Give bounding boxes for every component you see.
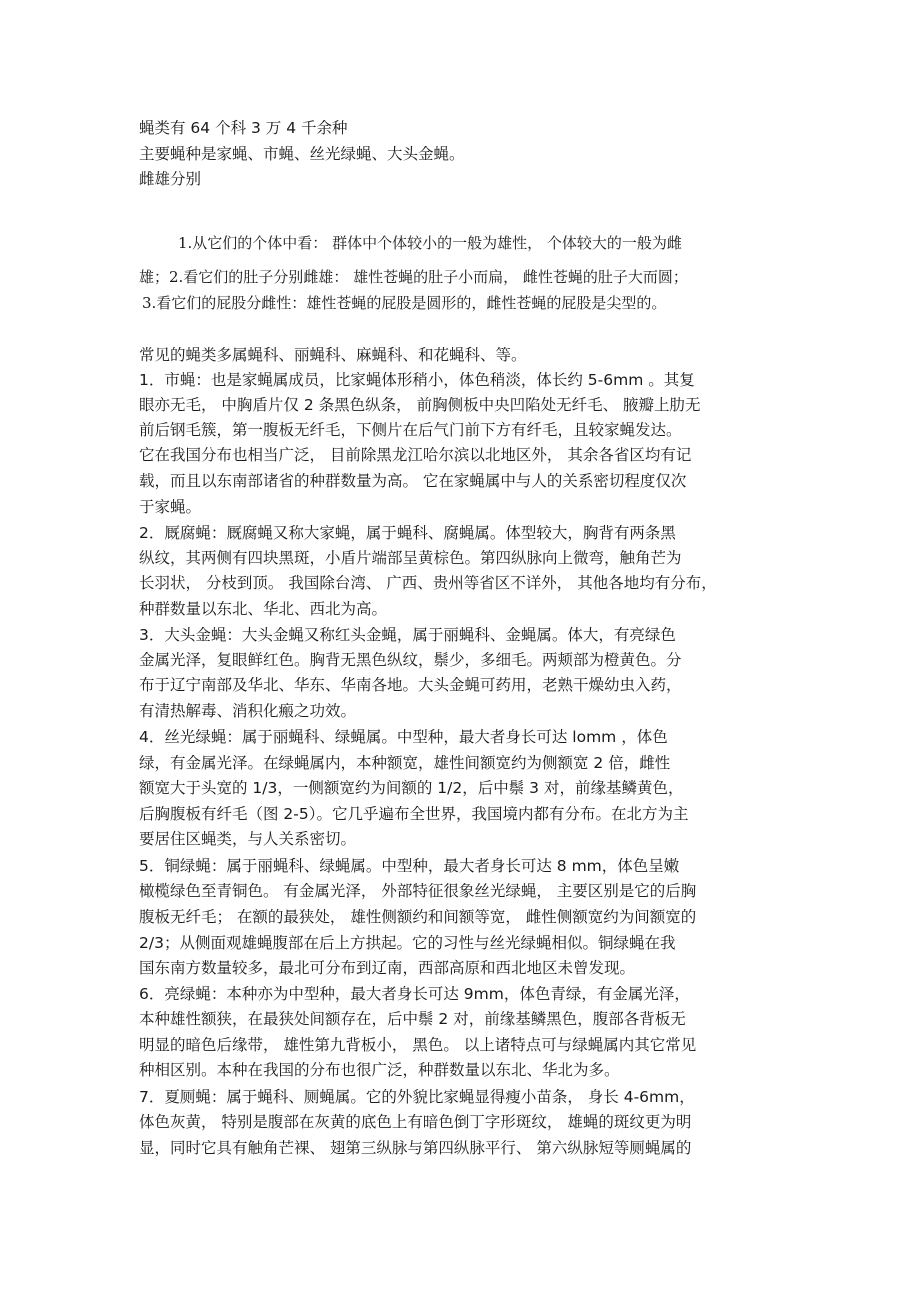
species-6-line: 6．亮绿蝇：本种亦为中型种，最大者身长可达 9mm，体色青绿，有金属光泽， [139,985,690,1003]
species-6-line: 明显的暗色后缘带， 雄性第九背板小， 黑色。 以上诸特点可与绿蝇属内其它常见 [139,1036,697,1054]
species-7-line: 7．夏厕蝇：属于蝇科、厕蝇属。它的外貌比家蝇显得瘦小苗条， 身长 4-6mm， [139,1088,695,1106]
species-1-line: 于家蝇。 [139,498,202,516]
summary-line-main-species: 主要蝇种是家蝇、市蝇、丝光绿蝇、大头金蝇。 [139,145,465,163]
species-5-line: 腹板无纤毛； 在额的最狭处， 雄性侧额约和间额等宽， 雌性侧额宽约为间额宽的 [139,908,697,926]
species-3-line: 金属光泽，复眼鲜红色。胸背无黑色纵纹，鬃少，多细毛。两颊部为橙黄色。分 [139,651,682,669]
species-4-line: 后胸腹板有纤毛（图 2-5）。它几乎遍布全世界，我国境内都有分布。在北方为主 [139,805,689,823]
species-5-line: 5．铜绿蝇：属于丽蝇科、绿蝇属。中型种，最大者身长可达 8 mm，体色呈嫩 [139,857,680,875]
species-2-line: 2．厩腐蝇：厩腐蝇又称大家蝇，属于蝇科、腐蝇属。体型较大，胸背有两条黑 [139,524,676,542]
species-4-line: 绿，有金属光泽。在绿蝇属内，本种额宽，雄性间额宽约为侧额宽 2 倍，雌性 [139,754,671,772]
species-7-line: 体色灰黄， 特别是腹部在灰黄的底色上有暗色倒丁字形斑纹， 雄蝇的斑纹更为明 [139,1113,692,1131]
intro-line: 常见的蝇类多属蝇科、丽蝇科、麻蝇科、和花蝇科、等。 [139,346,527,364]
species-2-line: 长羽状， 分枝到顶。 我国除台湾、 广西、贵州等省区不详外， 其他各地均有分布， [139,574,717,592]
species-1-line: 1．市蝇：也是家蝇属成员，比家蝇体形稍小，体色稍淡，体长约 5-6mm 。其复 [139,371,695,389]
species-2-line: 种群数量以东北、华北、西北为高。 [139,600,388,618]
species-2-line: 纵纹，其两侧有四块黑斑，小盾片端部呈黄棕色。第四纵脉向上微弯，触角芒为 [139,549,682,567]
sexing-paragraph-line: 雄；2.看它们的肚子分别雌雄： 雄性苍蝇的肚子小而扁， 雌性苍蝇的肚子大而圆； [139,268,688,286]
species-6-line: 种相区别。本种在我国的分布也很广泛，种群数量以东北、华北为多。 [139,1061,620,1079]
sexing-paragraph-line: 1.从它们的个体中看： 群体中个体较小的一般为雄性， 个体较大的一般为雌 [178,234,682,252]
species-1-line: 眼亦无毛， 中胸盾片仅 2 条黑色纵条， 前胸侧板中央凹陷处无纤毛、 腋瓣上肋无 [139,396,701,414]
species-4-line: 额宽大于头宽的 1/3，一侧额宽约为间额的 1/2，后中鬃 3 对，前缘基鳞黄色， [139,779,684,797]
species-3-line: 布于辽宁南部及华北、华东、华南各地。大头金蝇可药用，老熟干燥幼虫入药， [139,676,682,694]
species-6-line: 本种雄性额狭，在最狭处间额存在，后中鬃 2 对，前缘基鳞黑色，腹部各背板无 [139,1010,686,1028]
sexing-paragraph-line: 3.看它们的屁股分雌性：雄性苍蝇的屁股是圆形的，雌性苍蝇的屁股是尖型的。 [142,294,667,312]
species-5-line: 国东南方数量较多，最北可分布到辽南，西部高原和西北地区未曾发现。 [139,959,636,977]
species-5-line: 2/3；从侧面观雄蝇腹部在后上方拱起。它的习性与丝光绿蝇相似。铜绿蝇在我 [139,934,676,952]
section-heading-sexing: 雌雄分别 [139,170,202,188]
species-4-line: 4．丝光绿蝇：属于丽蝇科、绿蝇属。中型种，最大者身长可达 lomm ，体色 [139,728,668,746]
species-5-line: 橄榄绿色至青铜色。 有金属光泽， 外部特征很象丝光绿蝇， 主要区别是它的后胸 [139,882,697,900]
species-3-line: 有清热解毒、消积化瘢之功效。 [139,702,357,720]
species-1-line: 载，而且以东南部诸省的种群数量为高。 它在家蝇属中与人的关系密切程度仅次 [139,472,687,490]
species-1-line: 前后钢毛簇，第一腹板无纤毛，下侧片在后气门前下方有纤毛，且较家蝇发达。 [139,421,682,439]
species-3-line: 3．大头金蝇：大头金蝇又称红头金蝇，属于丽蝇科、金蝇属。体大，有亮绿色 [139,626,676,644]
species-1-line: 它在我国分布也相当广泛， 目前除黑龙江哈尔滨以北地区外， 其余各省区均有记 [139,446,692,464]
summary-line-families: 蝇类有 64 个科 3 万 4 千余种 [139,119,348,137]
species-4-line: 要居住区蝇类，与人关系密切。 [139,830,357,848]
species-7-line: 显，同时它具有触角芒裸、 翅第三纵脉与第四纵脉平行、 第六纵脉短等厕蝇属的 [139,1139,692,1157]
